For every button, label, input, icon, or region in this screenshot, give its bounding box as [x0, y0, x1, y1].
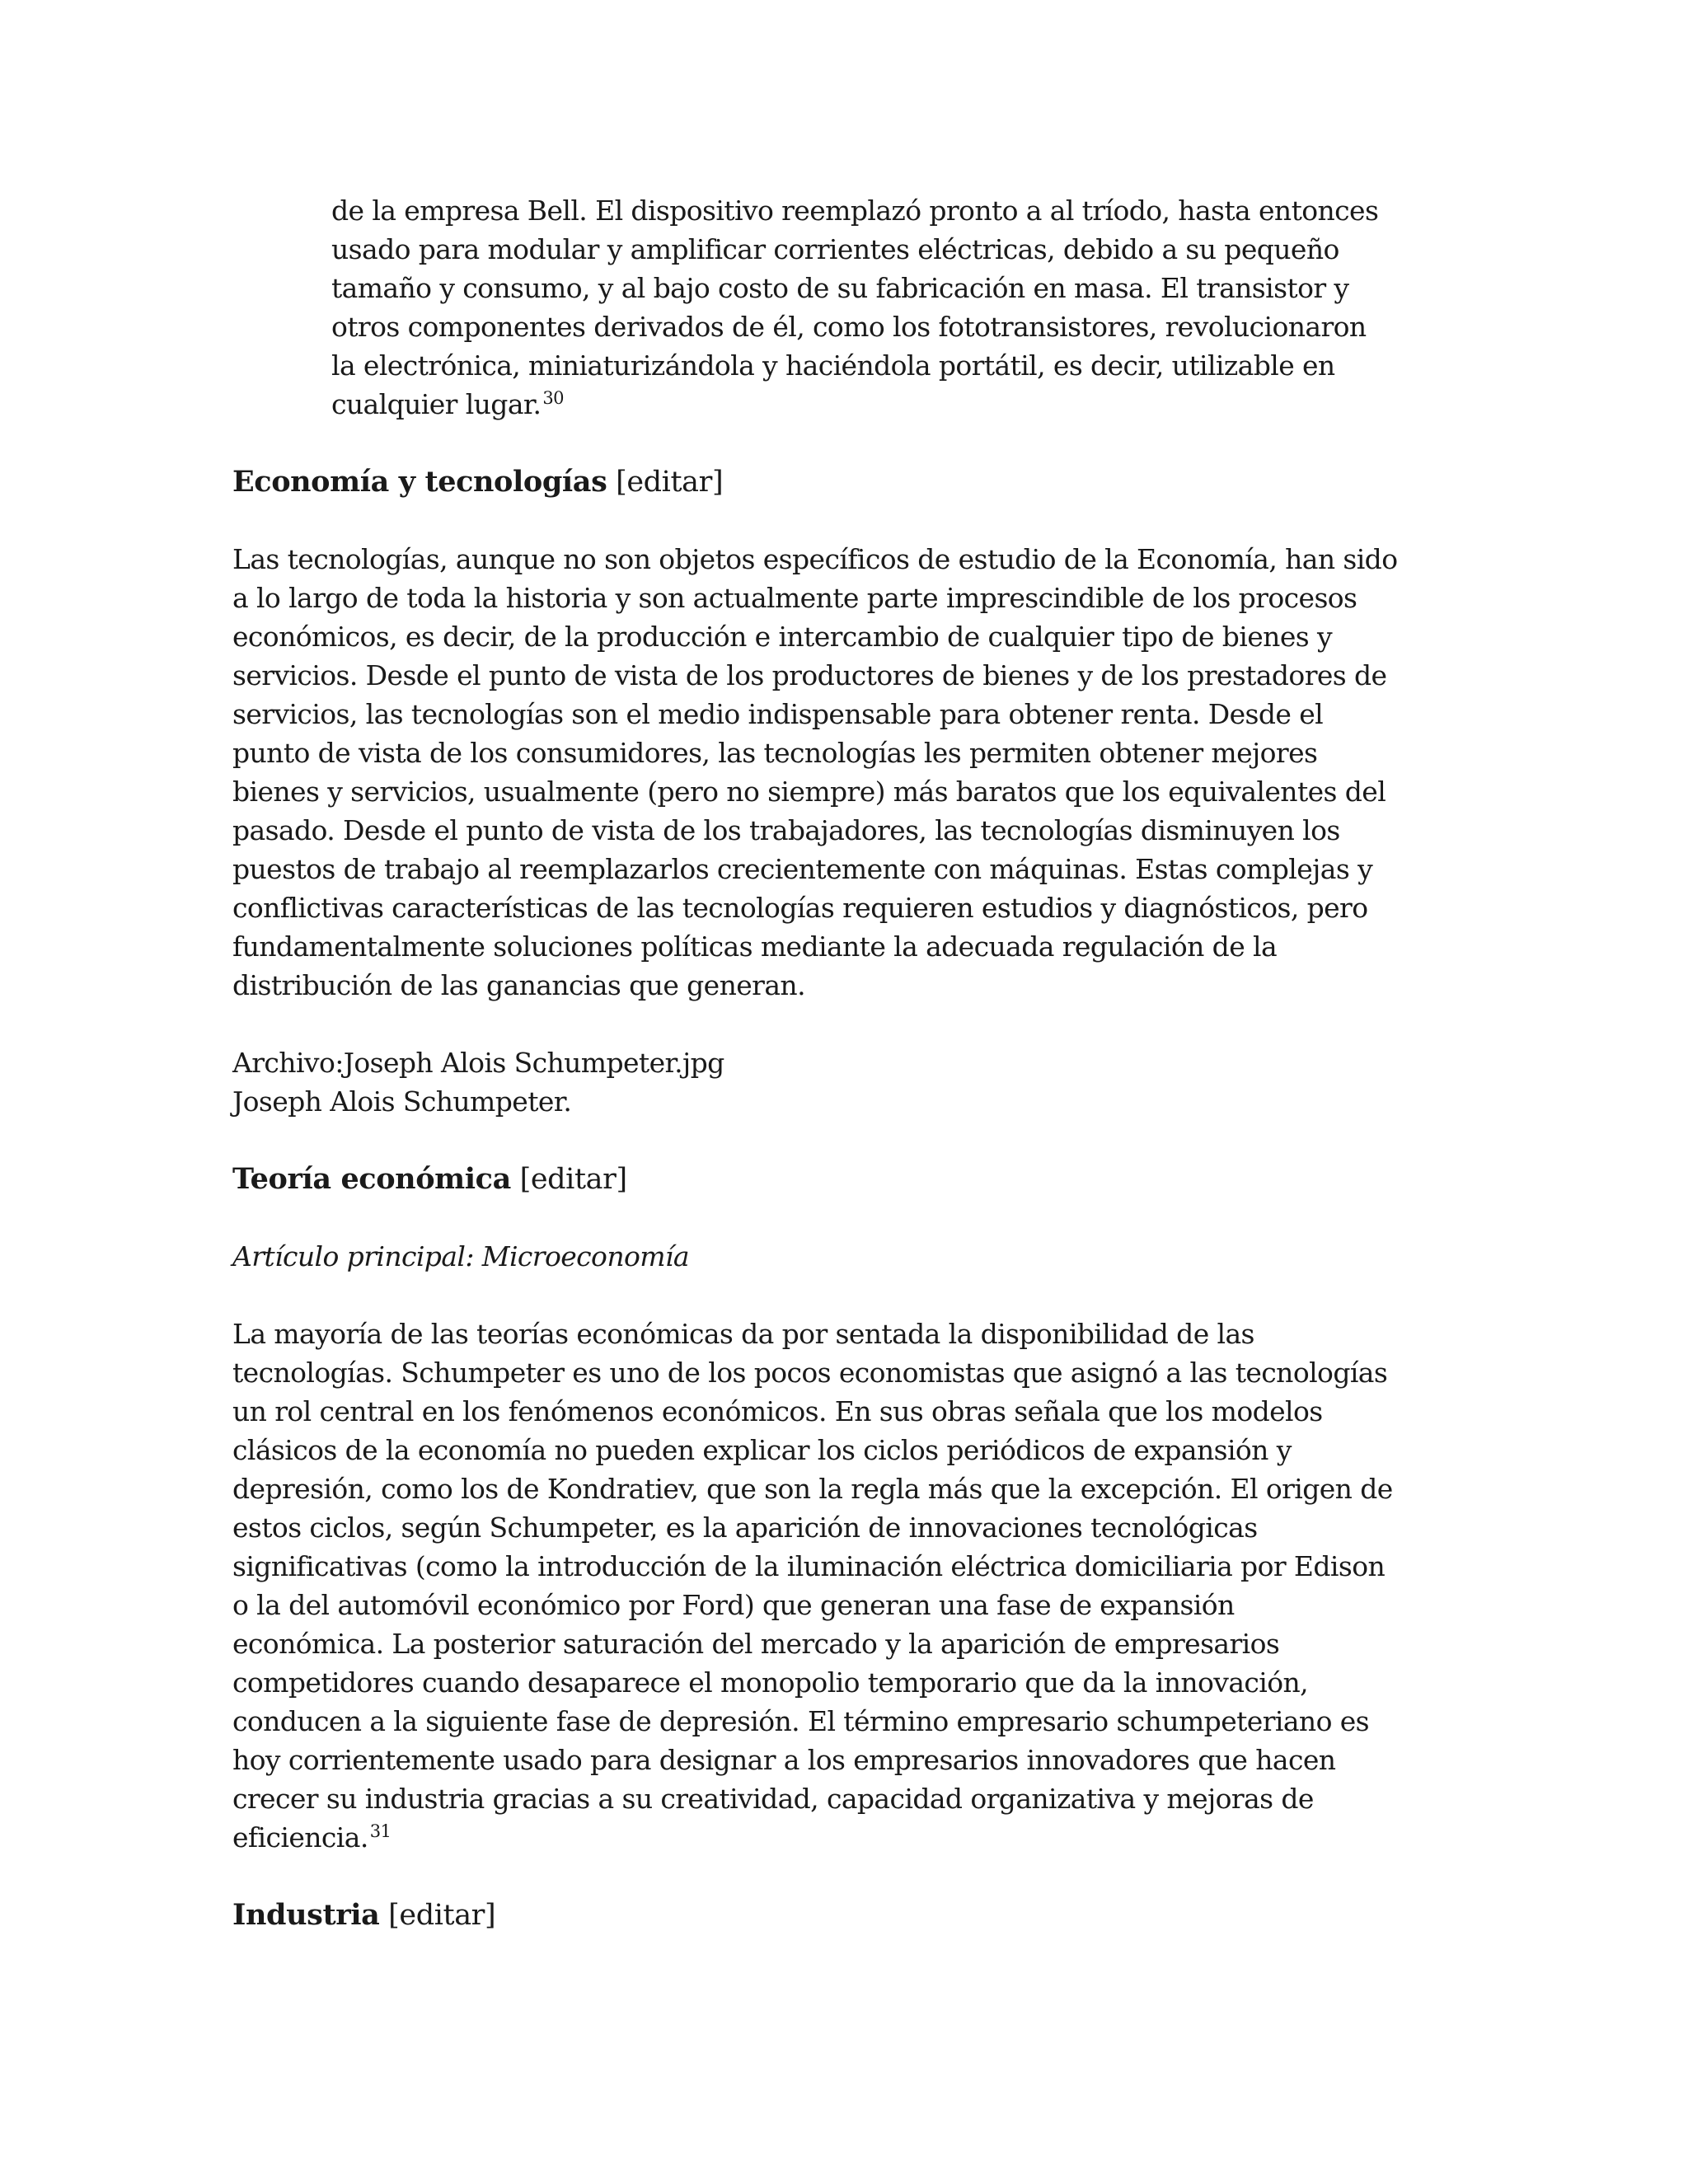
spacer: [232, 501, 1469, 540]
footnote-ref[interactable]: 31: [369, 1821, 392, 1841]
text-line: Las tecnologías, aunque no son objetos específicos de estudio de la Economía, han sido: [232, 543, 1398, 575]
document-page: [232, 191, 1469, 1934]
text-line: crecer su industria gracias a su creatividad, capacidad organizativa y mejoras de: [232, 1783, 1314, 1815]
edit-link[interactable]: [editar]: [519, 1163, 627, 1196]
image-caption: Joseph Alois Schumpeter.: [232, 1085, 572, 1118]
spacer: [232, 1005, 1469, 1043]
text-line-content: eficiencia.: [232, 1821, 368, 1854]
spacer: [232, 1121, 1469, 1160]
main-article-note[interactable]: Artículo principal: Microeconomía: [232, 1240, 689, 1272]
text-line: tamaño y consumo, y al bajo costo de su fabricación en masa. El transistor y: [331, 272, 1349, 304]
edit-link[interactable]: [editar]: [616, 466, 724, 499]
text-line: punto de vista de los consumidores, las tecnologías les permiten obtener mejores: [232, 737, 1318, 769]
economia-paragraph: [232, 540, 1469, 1005]
text-line: depresión, como los de Kondratiev, que son la regla más que la excepción. El origen de: [232, 1473, 1393, 1505]
spacer: [232, 1857, 1469, 1896]
text-line: otros componentes derivados de él, como los fototransistores, revolucionaron: [331, 311, 1367, 343]
text-line: conflictivas características de las tecnologías requieren estudios y diagnósticos, pero: [232, 892, 1368, 924]
edit-link[interactable]: [editar]: [388, 1899, 496, 1932]
text-line: usado para modular y amplificar corrientes eléctricas, debido a su pequeño: [331, 233, 1339, 265]
text-line: conducen a la siguiente fase de depresión. El término empresario schumpeteriano es: [232, 1705, 1370, 1737]
spacer: [232, 1276, 1469, 1315]
spacer: [232, 1198, 1469, 1237]
text-line: fundamentalmente soluciones políticas mediante la adecuada regulación de la: [232, 930, 1278, 963]
text-line-content: cualquier lugar.: [331, 388, 542, 420]
text-line: la electrónica, miniaturizándola y haciéndola portátil, es decir, utilizable en: [331, 349, 1335, 382]
text-line: económica. La posterior saturación del mercado y la aparición de empresarios: [232, 1628, 1280, 1660]
text-line: económicos, es decir, de la producción e intercambio de cualquier tipo de bienes y: [232, 621, 1333, 653]
text-line: servicios. Desde el punto de vista de los productores de bienes y de los prestadores de: [232, 659, 1387, 691]
text-line: un rol central en los fenómenos económicos. En sus obras señala que los modelos: [232, 1395, 1323, 1427]
section-title: Industria: [232, 1898, 380, 1932]
spacer: [232, 424, 1469, 462]
section-heading-industria: [232, 1896, 1469, 1934]
text-line: tecnologías. Schumpeter es uno de los pocos economistas que asignó a las tecnologías: [232, 1357, 1388, 1389]
text-line: estos ciclos, según Schumpeter, es la aparición de innovaciones tecnológicas: [232, 1511, 1258, 1544]
text-line: significativas (como la introducción de la iluminación eléctrica domiciliaria por Edison: [232, 1550, 1386, 1582]
text-line: clásicos de la economía no pueden explicar los ciclos periódicos de expansión y: [232, 1434, 1292, 1466]
text-line: competidores cuando desaparece el monopolio temporario que da la innovación,: [232, 1666, 1309, 1699]
text-line: hoy corrientemente usado para designar a los empresarios innovadores que hacen: [232, 1744, 1336, 1776]
footnote-ref[interactable]: 30: [542, 388, 564, 408]
text-line: bienes y servicios, usualmente (pero no siempre) más baratos que los equivalentes del: [232, 776, 1386, 808]
text-line: La mayoría de las teorías económicas da por sentada la disponibilidad de las: [232, 1318, 1254, 1350]
text-line: o la del automóvil económico por Ford) que generan una fase de expansión: [232, 1589, 1235, 1621]
text-line: [331, 385, 1469, 424]
text-line: puestos de trabajo al reemplazarlos crecientemente con máquinas. Estas complejas y: [232, 853, 1373, 885]
section-heading-economia: [232, 462, 1469, 501]
text-line: servicios, las tecnologías son el medio indispensable para obtener renta. Desde el: [232, 698, 1324, 730]
text-line: pasado. Desde el punto de vista de los trabajadores, las tecnologías disminuyen los: [232, 814, 1340, 846]
intro-paragraph: [232, 191, 1469, 424]
teoria-paragraph: [232, 1315, 1469, 1857]
section-title: Economía y tecnologías: [232, 465, 607, 499]
section-title: Teoría económica: [232, 1162, 511, 1196]
text-line: de la empresa Bell. El dispositivo reemplazó pronto a al tríodo, hasta entonces: [331, 194, 1379, 227]
text-line: a lo largo de toda la historia y son actualmente parte imprescindible de los procesos: [232, 582, 1357, 614]
image-file-link[interactable]: Archivo:Joseph Alois Schumpeter.jpg: [232, 1047, 724, 1079]
text-line: [232, 1818, 1469, 1857]
text-line: distribución de las ganancias que generan.: [232, 969, 805, 1001]
section-heading-teoria: [232, 1160, 1469, 1198]
